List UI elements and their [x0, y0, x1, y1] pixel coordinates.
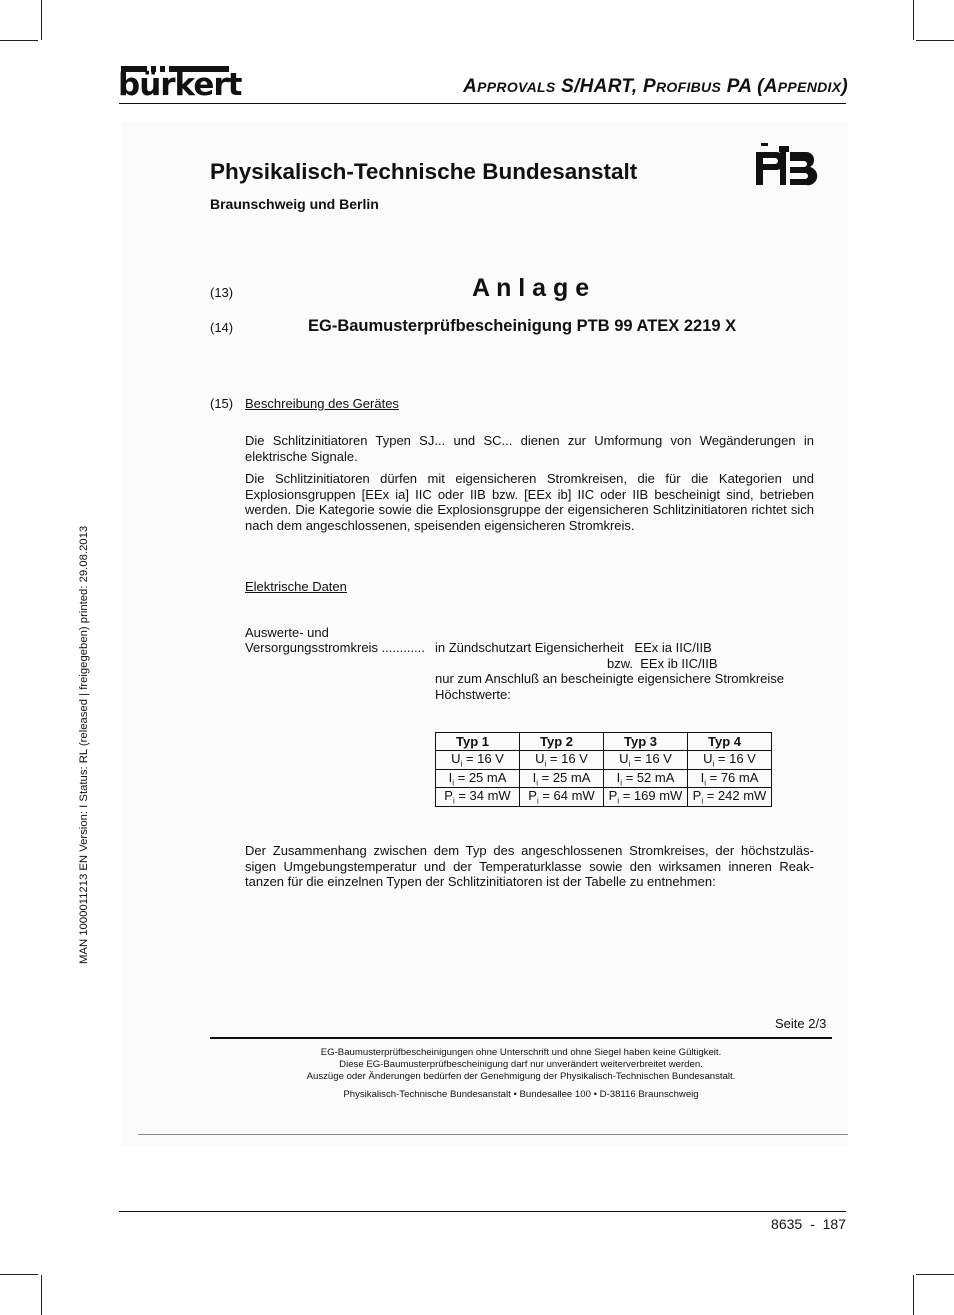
table-header-cell: Typ 3 [604, 733, 688, 751]
relationship-paragraph: Der Zusammenhang zwischen dem Typ des angeschlossenen Stromkreises, der höchstzuläs-sigen Umgebungstemperatur und der Temperaturklasse sowie den wirksamen inneren Reak-tanzen für die einzelnen Typen der Schlitzinitiatoren ist der Tabelle zu entnehmen: [245, 843, 814, 890]
circuit-value-line-2: bzw. EEx ib IIC/IIB [607, 656, 718, 671]
circuit-label-line-2: Versorgungsstromkreis ............ [245, 640, 425, 655]
electrical-data-heading: Elektrische Daten [245, 579, 347, 594]
table-header-cell: Typ 4 [688, 733, 772, 751]
crop-mark [0, 1274, 38, 1275]
table-row [436, 751, 772, 770]
table-cell: $U_i = 16$ V [688, 751, 772, 770]
footer-rule [119, 1211, 846, 1212]
ptb-logo [754, 143, 824, 187]
max-values-table [435, 732, 772, 807]
item-14-number: (14) [210, 320, 234, 335]
crop-mark [916, 1274, 954, 1275]
page-number: 187 [822, 1216, 846, 1232]
table-cell: $U_i = 16$ V [604, 751, 688, 770]
table-cell: $U_i = 16$ V [436, 751, 520, 770]
page-indicator: Seite 2/3 [775, 1016, 827, 1031]
annex-title: A n l a g e [472, 274, 590, 302]
table-cell: $I_i = 25$ mA [436, 769, 520, 788]
document-number: 8635 [771, 1216, 803, 1232]
table-cell: $U_i = 16$ V [520, 751, 604, 770]
institute-location: Braunschweig und Berlin [210, 196, 379, 212]
table-row [436, 769, 772, 788]
table-header-cell: Typ 2 [520, 733, 604, 751]
table-header-cell: Typ 1 [436, 733, 520, 751]
item-13-number: (13) [210, 285, 234, 300]
table-cell: $P_i = 64$ mW [520, 788, 604, 807]
table-cell: $P_i = 169$ mW [604, 788, 688, 807]
table-cell: $I_i = 25$ mA [520, 769, 604, 788]
footer-separator: - [810, 1216, 815, 1232]
description-paragraph-2: Die Schlitzinitiatoren dürfen mit eigensicheren Stromkreisen, die für die Kategorien und Explosionsgruppen [EEx ia] IIC oder IIB bzw. [EEx ib] IIC oder IIB bescheinigt sind, betrieben werden. Die Kategorie sowie die Explosionsgruppe der eigensicheren Schlitzinitiatoren richtet sich nach dem angeschlossenen, speisenden eigensicheren Stromkreis. [245, 471, 814, 533]
burkert-logo [118, 66, 242, 103]
crop-mark [913, 0, 914, 40]
certificate-title: EG-Baumusterprüfbescheinigung PTB 99 ATEX 2219 X [308, 317, 737, 335]
logo-wordmark: bürkert [118, 67, 242, 103]
table-header-row [436, 733, 772, 751]
page-section-title: APPROVALS S/HART, PROFIBUS PA (APPENDIX) [463, 76, 848, 97]
circuit-label-line-1: Auswerte- und [245, 625, 329, 640]
validity-note-line-1: EG-Baumusterprüfbescheinigungen ohne Unterschrift und ohne Siegel haben keine Gültigkeit. [320, 1047, 722, 1058]
crop-mark [41, 0, 42, 40]
crop-mark [0, 40, 38, 41]
validity-note-line-3: Auszüge oder Änderungen bedürfen der Genehmigung der Physikalisch-Technischen Bundesanstalt. [306, 1071, 736, 1082]
crop-mark [41, 1275, 42, 1315]
description-paragraph-1: Die Schlitzinitiatoren Typen SJ... und SC... dienen zur Umformung von Wegänderungen in elektrische Signale. [245, 433, 814, 464]
circuit-value-line-3: nur zum Anschluß an bescheinigte eigensichere Stromkreise [435, 671, 785, 686]
crop-mark [916, 40, 954, 41]
table-cell: $P_i = 242$ mW [688, 788, 772, 807]
item-15-heading: Beschreibung des Gerätes [245, 396, 399, 411]
page-footer [771, 1216, 846, 1232]
header-rule [119, 103, 846, 104]
table-cell: $I_i = 76$ mA [688, 769, 772, 788]
validity-note-line-2: Diese EG-Baumusterprüfbescheinigung darf nur unverändert weiterverbreitet werden. [339, 1059, 703, 1070]
circuit-value-line-1: in Zündschutzart Eigensicherheit EEx ia IIC/IIB [435, 640, 712, 655]
ptb-address: Physikalisch-Technische Bundesanstalt • Bundesallee 100 • D-38116 Braunschweig [343, 1089, 699, 1100]
circuit-value-line-4: Höchstwerte: [435, 687, 511, 702]
scan-artifact-line [138, 1134, 848, 1135]
table-cell: $I_i = 52$ mA [604, 769, 688, 788]
crop-mark [913, 1275, 914, 1315]
institute-name: Physikalisch-Technische Bundesanstalt [210, 159, 638, 184]
table-row [436, 788, 772, 807]
item-15-number: (15) [210, 396, 234, 411]
certificate-footer-rule [210, 1037, 832, 1039]
table-cell: $P_i = 34$ mW [436, 788, 520, 807]
